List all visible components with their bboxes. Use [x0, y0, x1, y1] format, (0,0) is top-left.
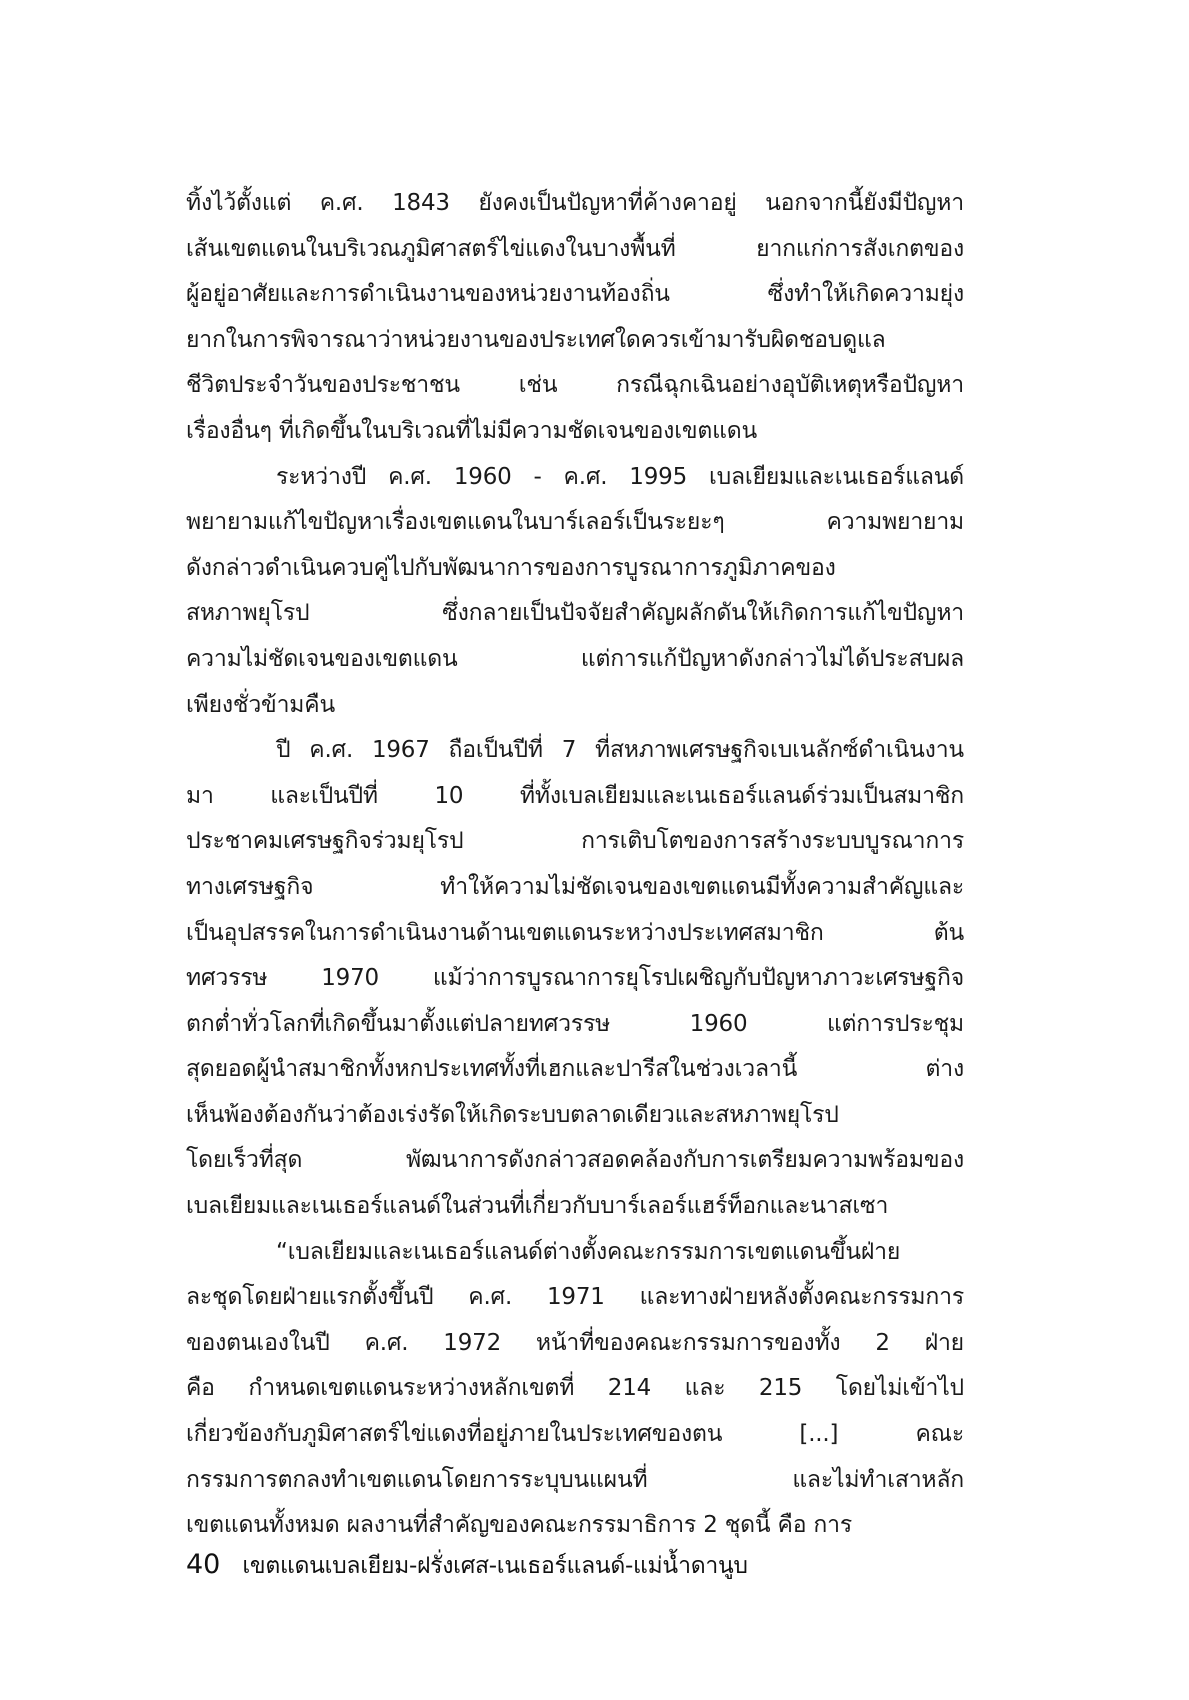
text-line: กรรมการตกลงทำเขตแดนโดยการระบุบนแผนที่ และไม่ทำเสาหลัก: [186, 1466, 964, 1493]
text-line: ระหว่างปี ค.ศ. 1960 - ค.ศ. 1995 เบลเยียมและเนเธอร์แลนด์: [276, 463, 964, 490]
text-line: ปี ค.ศ. 1967 ถือเป็นปีที่ 7 ที่สหภาพเศรษฐกิจเบเนลักซ์ดำเนินงาน: [276, 737, 964, 764]
text-line: มา และเป็นปีที่ 10 ที่ทั้งเบลเยียมและเนเธอร์แลนด์ร่วมเป็นสมาชิก: [186, 782, 964, 809]
page-footer: [186, 1548, 748, 1588]
text-line: เพียงชั่วข้ามคืน: [186, 691, 335, 718]
text-line: คือ กำหนดเขตแดนระหว่างหลักเขตที่ 214 และ 215 โดยไม่เข้าไป: [186, 1375, 964, 1402]
text-line: ตกต่ำทั่วโลกที่เกิดขึ้นมาตั้งแต่ปลายทศวรรษ 1960 แต่การประชุม: [186, 1010, 964, 1037]
text-line: ของตนเองในปี ค.ศ. 1972 หน้าที่ของคณะกรรมการของทั้ง 2 ฝ่าย: [186, 1329, 964, 1356]
text-line: ยากในการพิจารณาว่าหน่วยงานของประเทศใดควรเข้ามารับผิดชอบดูแล: [186, 326, 886, 353]
text-line: ประชาคมเศรษฐกิจร่วมยุโรป การเติบโตของการสร้างระบบบูรณาการ: [186, 828, 964, 855]
running-title: เขตแดนเบลเยียม-ฝรั่งเศส-เนเธอร์แลนด์-แม่น้ำดานูบ: [242, 1553, 748, 1579]
text-line: ทศวรรษ 1970 แม้ว่าการบูรณาการยุโรปเผชิญกับปัญหาภาวะเศรษฐกิจ: [186, 965, 964, 992]
text-line: เกี่ยวข้องกับภูมิศาสตร์ไข่แดงที่อยู่ภายในประเทศของตน [...] คณะ: [186, 1421, 964, 1448]
text-line: เห็นพ้องต้องกันว่าต้องเร่งรัดให้เกิดระบบตลาดเดียวและสหภาพยุโรป: [186, 1101, 839, 1128]
text-line: สหภาพยุโรป ซึ่งกลายเป็นปัจจัยสำคัญผลักดันให้เกิดการแก้ไขปัญหา: [186, 600, 964, 627]
text-line: เรื่องอื่นๆ ที่เกิดขึ้นในบริเวณที่ไม่มีความชัดเจนของเขตแดน: [186, 417, 758, 444]
text-line: ผู้อยู่อาศัยและการดำเนินงานของหน่วยงานท้องถิ่น ซึ่งทำให้เกิดความยุ่ง: [186, 281, 964, 308]
text-line: ทิ้งไว้ตั้งแต่ ค.ศ. 1843 ยังคงเป็นปัญหาที่ค้างคาอยู่ นอกจากนี้ยังมีปัญหา: [186, 190, 964, 216]
text-line: ละชุดโดยฝ่ายแรกตั้งขึ้นปี ค.ศ. 1971 และทางฝ่ายหลังตั้งคณะกรรมการ: [186, 1284, 964, 1311]
text-line: เบลเยียมและเนเธอร์แลนด์ในส่วนที่เกี่ยวกับบาร์เลอร์แฮร์ท็อกและนาสเซา: [186, 1193, 889, 1220]
page-number: 40: [186, 1549, 221, 1580]
text-line: เป็นอุปสรรคในการดำเนินงานด้านเขตแดนระหว่างประเทศสมาชิก ต้น: [186, 919, 964, 946]
text-line: ชีวิตประจำวันของประชาชน เช่น กรณีฉุกเฉินอย่างอุบัติเหตุหรือปัญหา: [186, 372, 964, 399]
text-line: ความไม่ชัดเจนของเขตแดน แต่การแก้ปัญหาดังกล่าวไม่ได้ประสบผล: [186, 645, 964, 672]
text-line: ทางเศรษฐกิจ ทำให้ความไม่ชัดเจนของเขตแดนมีทั้งความสำคัญและ: [186, 873, 964, 900]
text-line: เส้นเขตแดนในบริเวณภูมิศาสตร์ไข่แดงในบางพื้นที่ ยากแก่การสังเกตของ: [186, 235, 964, 262]
text-line: สุดยอดผู้นำสมาชิกทั้งหกประเทศทั้งที่เฮกและปารีสในช่วงเวลานี้ ต่าง: [186, 1056, 964, 1083]
text-line: “เบลเยียมและเนเธอร์แลนด์ต่างตั้งคณะกรรมการเขตแดนขึ้นฝ่าย: [276, 1238, 901, 1265]
body-text: [186, 181, 964, 1549]
text-line: พยายามแก้ไขปัญหาเรื่องเขตแดนในบาร์เลอร์เป็นระยะๆ ความพยายาม: [186, 509, 964, 536]
text-line: ดังกล่าวดำเนินควบคู่ไปกับพัฒนาการของการบูรณาการภูมิภาคของ: [186, 554, 836, 581]
text-line: โดยเร็วที่สุด พัฒนาการดังกล่าวสอดคล้องกับการเตรียมความพร้อมของ: [186, 1147, 964, 1174]
text-line: เขตแดนทั้งหมด ผลงานที่สำคัญของคณะกรรมาธิการ 2 ชุดนี้ คือ การ: [186, 1512, 853, 1539]
